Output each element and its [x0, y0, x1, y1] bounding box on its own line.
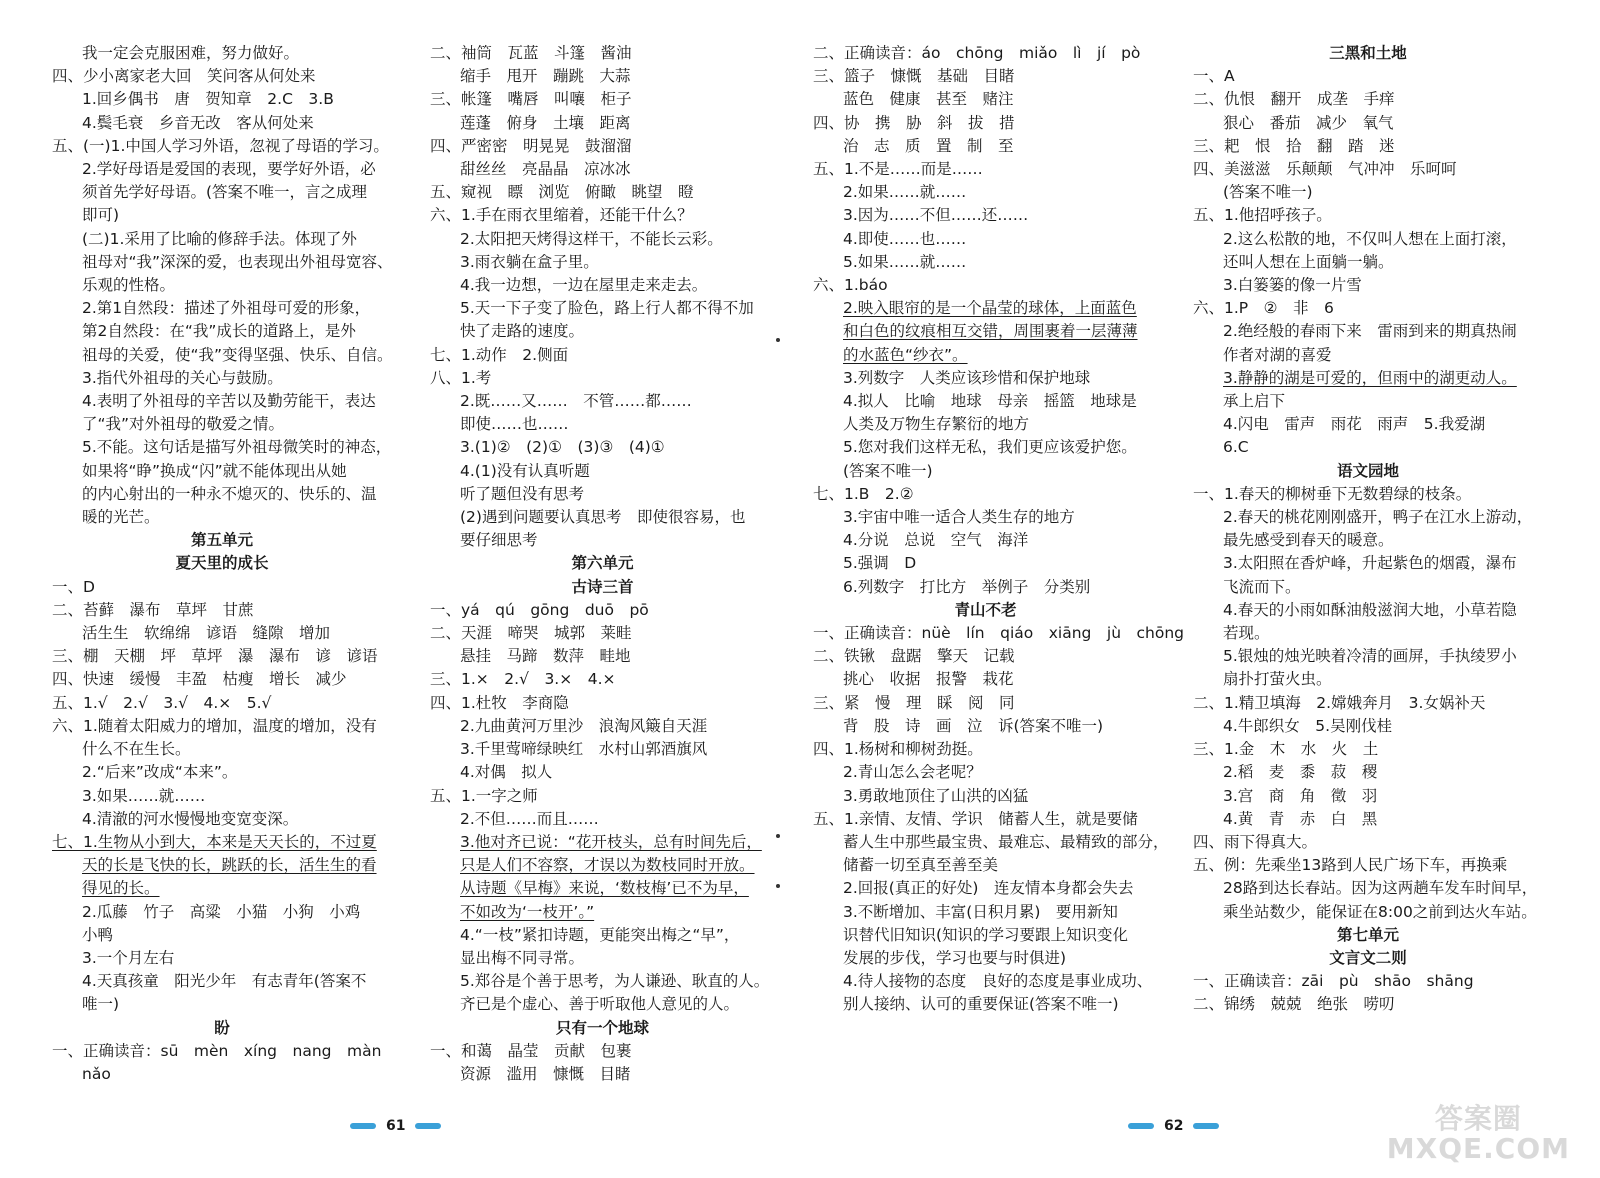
answer-column-4	[1193, 42, 1543, 1017]
answer-line: 一、正确读音：sū mèn xíng nang màn	[52, 1041, 382, 1060]
answer-line: 4.对偶 拟人	[460, 763, 553, 782]
answer-line: 5.您对我们这样无私，我们更应该爱护您。	[843, 438, 1137, 457]
answer-line: 五、(一)1.中国人学习外语，忽视了母语的学习。	[52, 136, 389, 155]
answer-line: 三、棚 天棚 坪 草坪 瀑 瀑布 谚 谚语	[52, 647, 378, 666]
wave-decoration-icon	[350, 1123, 376, 1129]
answer-line: 治 志 质 置 制 至	[843, 136, 1014, 155]
answer-line: 3.不断增加、丰富(日积月累) 要用新知	[843, 902, 1118, 921]
answer-line: 三、帐篷 嘴唇 叫嚷 柜子	[430, 90, 632, 109]
page-number-right	[1128, 1118, 1219, 1134]
answer-line: 七、1.生物从小到大，本来是天天长的，不过夏	[52, 832, 377, 851]
answer-line: 4.牛郎织女 5.吴刚伐桂	[1223, 716, 1393, 735]
answer-line: 三、耙 恨 拾 翻 踏 迷	[1193, 136, 1395, 155]
answer-line: 3.宫 商 角 徵 羽	[1223, 786, 1378, 805]
answer-line: 蓄人生中那些最宝贵、最难忘、最精致的部分，	[843, 832, 1169, 851]
answer-line: 3.一个月左右	[82, 948, 175, 967]
answer-line: 2.既……又…… 不管……都……	[460, 392, 692, 411]
answer-line: 四、快速 缓慢 丰盈 枯瘦 增长 减少	[52, 670, 347, 689]
answer-line: 蓝色 健康 甚至 赌注	[843, 90, 1014, 109]
answer-line: 什么不在生长。	[82, 740, 191, 759]
answer-line: 即使……也……	[460, 415, 569, 434]
answer-line: 齐已是个虚心、善于听取他人意见的人。	[460, 995, 740, 1014]
section-heading: 第七单元	[1336, 925, 1399, 944]
answer-line: 5.不能。这句话是描写外祖母微笑时的神态，	[82, 438, 392, 457]
answer-line: 六、1.báo	[813, 276, 888, 295]
answer-line: 3.列数字 人类应该珍惜和保护地球	[843, 368, 1091, 387]
answer-line: 3.太阳照在香炉峰，升起紫色的烟霞，瀑布	[1223, 554, 1517, 573]
answer-line: 4.(1)没有认真听题	[460, 461, 590, 480]
answer-line: 五、例：先乘坐13路到人民广场下车，再换乘	[1193, 856, 1508, 875]
wave-decoration-icon	[1128, 1123, 1154, 1129]
answer-line: 的水蓝色“纱衣”。	[843, 345, 968, 364]
answer-line: 二、天涯 啼哭 城郭 莱畦	[430, 624, 632, 643]
answer-line: 六、1.随着太阳威力的增加，温度的增加，没有	[52, 716, 377, 735]
section-heading: 文言文二则	[1329, 948, 1407, 967]
answer-line: 若现。	[1223, 624, 1270, 643]
section-heading: 第五单元	[190, 531, 253, 550]
watermark	[1387, 1104, 1570, 1164]
answer-line: 祖母的关爱，使“我”变得坚强、快乐、自信。	[82, 345, 393, 364]
answer-line: 4.天真孩童 阳光少年 有志青年(答案不	[82, 972, 367, 991]
answer-line: 四、1.杨树和柳树劲挺。	[813, 740, 983, 759]
answer-column-1	[52, 42, 392, 1086]
answer-line: 还叫人想在上面躺一躺。	[1223, 252, 1394, 271]
answer-line: 4.拟人 比喻 地球 母亲 摇篮 地球是	[843, 392, 1137, 411]
answer-line: 唯一)	[82, 995, 120, 1014]
answer-line: 3.千里莺啼绿映红 水村山郭酒旗风	[460, 740, 708, 759]
answer-line: 如果将“睁”换成“闪”就不能体现出从她	[82, 461, 347, 480]
answer-line: 2.第1自然段：描述了外祖母可爱的形象，	[82, 299, 371, 318]
section-heading: 只有一个地球	[555, 1018, 649, 1037]
answer-line: 3.雨衣躺在盒子里。	[460, 252, 599, 271]
answer-line: 4.即使……也……	[843, 229, 967, 248]
answer-line: 4.表明了外祖母的辛苦以及勤劳能干，表达	[82, 392, 376, 411]
answer-line: 二、袖筒 瓦蓝 斗篷 酱油	[430, 44, 632, 62]
answer-line: 3.他对齐已说：“花开枝头，总有时间先后，	[460, 832, 762, 851]
answer-line: 2.春天的桃花刚刚盛开，鸭子在江水上游动，	[1223, 508, 1533, 527]
answer-line: 八、1.考	[430, 368, 492, 387]
answer-line: 发展的步伐，学习也要与时俱进)	[843, 948, 1067, 967]
answer-line: 人类及万物生存繁衍的地方	[843, 415, 1030, 434]
answer-line: 祖母对“我”深深的爱，也表现出外祖母宽容、	[82, 252, 393, 271]
answer-line: 2.太阳把天烤得这样干，不能长云彩。	[460, 229, 723, 248]
answer-line: 二、铁锹 盘踞 擎天 记载	[813, 647, 1015, 666]
answer-line: 悬挂 马蹄 数萍 畦地	[460, 647, 631, 666]
margin-dot	[776, 884, 780, 888]
answer-line: 七、1.动作 2.侧面	[430, 345, 569, 364]
answer-line: 别人接纳、认可的重要保证(答案不唯一)	[843, 995, 1119, 1014]
answer-line: 一、正确读音：nüè lín qiáo xiāng jù chōng	[813, 624, 1185, 643]
answer-line: 最先感受到春天的暖意。	[1223, 531, 1394, 550]
answer-line: 储蓄一切至真至善至美	[843, 856, 999, 875]
answer-line: 3.(1)② (2)① (3)③ (4)①	[460, 438, 665, 457]
answer-line: 5.天一下子变了脸色，路上行人都不得不加	[460, 299, 754, 318]
answer-line: 三、紧 慢 理 睬 阅 同	[813, 693, 1015, 712]
answer-line: 一、1.春天的柳树垂下无数碧绿的枝条。	[1193, 484, 1472, 503]
answer-line: 2.回报(真正的好处) 连友情本身都会失去	[843, 879, 1134, 898]
answer-line: 暖的光芒。	[82, 508, 160, 527]
answer-line: 扇扑打萤火虫。	[1223, 670, 1332, 689]
answer-line: 五、1.他招呼孩子。	[1193, 206, 1332, 225]
answer-line: 六、1.手在雨衣里缩着，还能干什么？	[430, 206, 693, 225]
answer-line: (二)1.采用了比喻的修辞手法。体现了外	[82, 229, 357, 248]
section-heading: 第六单元	[571, 554, 634, 573]
answer-line: 要仔细思考	[460, 531, 538, 550]
answer-line: 天的长是飞快的长，跳跃的长，活生生的看	[82, 856, 377, 875]
answer-column-2	[430, 42, 775, 1086]
answer-line: (答案不唯一)	[843, 461, 933, 480]
answer-line: 3.因为……不但……还……	[843, 206, 1029, 225]
answer-line: 二、1.精卫填海 2.嫦娥奔月 3.女娲补天	[1193, 693, 1486, 712]
answer-line: 4.清澈的河水慢慢地变宽变深。	[82, 809, 299, 828]
answer-line: 二、锦绣 兢兢 绝张 唠叨	[1193, 995, 1395, 1014]
watermark-url: MXQE.COM	[1386, 1132, 1570, 1165]
answer-line: 三、1.金 木 水 火 土	[1193, 740, 1379, 759]
answer-line: 从诗题《早梅》来说，‘数枝梅’已不为早，	[460, 879, 749, 898]
answer-line: 五、1.亲情、友情、学识 储蓄人生，就是要储	[813, 809, 1138, 828]
answer-line: 2.这么松散的地，不仅叫人想在上面打滚，	[1223, 229, 1517, 248]
answer-line: 一、D	[52, 577, 95, 596]
answer-line: 一、正确读音：zāi pù shāo shāng	[1193, 972, 1474, 991]
answer-line: 4.鬓毛衰 乡音无改 客从何处来	[82, 113, 314, 132]
answer-line: 资源 滥用 慷慨 目睹	[460, 1064, 631, 1083]
section-heading: 语文园地	[1336, 461, 1399, 480]
answer-line: 和白色的纹痕相互交错，周围裹着一层薄薄	[843, 322, 1138, 341]
answer-line: 2.“后来”改成“本来”。	[82, 763, 238, 782]
answer-line: nǎo	[82, 1064, 111, 1083]
answer-line: 4.春天的小雨如酥油般滋润大地，小草若隐	[1223, 600, 1517, 619]
answer-line: 4.闪电 雷声 雨花 雨声 5.我爱湖	[1223, 415, 1486, 434]
answer-line: 4.分说 总说 空气 海洋	[843, 531, 1029, 550]
section-heading: 古诗三首	[571, 577, 634, 596]
margin-dot	[776, 338, 780, 342]
answer-line: 四、美滋滋 乐颠颠 气冲冲 乐呵呵	[1193, 160, 1457, 179]
answer-line: 显出梅不同寻常。	[460, 948, 585, 967]
answer-line: 飞流而下。	[1223, 577, 1301, 596]
answer-line: 5.银烛的烛光映着冷清的画屏，手执绫罗小	[1223, 647, 1517, 666]
answer-line: 28路到达长春站。因为这两趟车发车时间早，	[1223, 879, 1538, 898]
answer-line: 5.郑谷是个善于思考，为人谦逊、耿直的人。	[460, 972, 770, 991]
answer-line: (2)遇到问题要认真思考 即使很容易，也	[460, 508, 746, 527]
answer-line: 四、少小离家老大回 笑问客从何处来	[52, 67, 316, 86]
answer-line: 挑心 收据 报警 栽花	[843, 670, 1014, 689]
answer-line: 4.待人接物的态度 良好的态度是事业成功、	[843, 972, 1153, 991]
answer-line: 小鸭	[82, 925, 114, 944]
answer-line: 2.不但……而且……	[460, 809, 599, 828]
margin-dot	[776, 834, 780, 838]
answer-line: 5.强调 D	[843, 554, 917, 573]
answer-line: 4.我一边想，一边在屋里走来走去。	[460, 276, 708, 295]
answer-line: 3.静静的湖是可爱的，但雨中的湖更动人。	[1223, 368, 1517, 387]
answer-line: 三、1.× 2.√ 3.× 4.×	[430, 670, 616, 689]
answer-line: 二、正确读音：áo chōng miǎo lì jí pò	[813, 44, 1141, 62]
answer-line: 2.稻 麦 黍 菽 稷	[1223, 763, 1378, 782]
page-number-text: 61	[386, 1118, 406, 1134]
answer-line: 缩手 甩开 蹦跳 大蒜	[460, 67, 631, 86]
answer-line: 2.青山怎么会老呢？	[843, 763, 982, 782]
answer-line: 得见的长。	[82, 879, 160, 898]
answer-line: 五、窥视 瞟 浏览 俯瞰 眺望 瞪	[430, 183, 694, 202]
answer-line: 乐观的性格。	[82, 276, 176, 295]
watermark-title: 答案圈	[1434, 1102, 1522, 1135]
answer-line: 的内心射出的一种永不熄灭的、快乐的、温	[82, 484, 377, 503]
answer-line: 六、1.P ② 非 6	[1193, 299, 1334, 318]
answer-line: 第2自然段：在“我”成长的道路上，是外	[82, 322, 356, 341]
answer-line: 2.瓜藤 竹子 高粱 小猫 小狗 小鸡	[82, 902, 361, 921]
answer-line: 2.九曲黄河万里沙 浪淘风簸自天涯	[460, 716, 708, 735]
answer-line: 一、yá qú gōng duō pō	[430, 600, 649, 619]
answer-line: 四、严密密 明晃晃 鼓溜溜	[430, 136, 632, 155]
answer-line: 四、雨下得真大。	[1193, 832, 1318, 851]
page-number-text: 62	[1164, 1118, 1184, 1134]
answer-line: 6.列数字 打比方 举例子 分类别	[843, 577, 1091, 596]
answer-line: 2.绝经般的春雨下来 雷雨到来的期真热闹	[1223, 322, 1517, 341]
answer-line: 了“我”对外祖母的敬爱之情。	[82, 415, 285, 434]
answer-line: 须首先学好母语。(答案不唯一，言之成理	[82, 183, 368, 202]
section-heading: 夏天里的成长	[175, 554, 269, 573]
page-number-left	[350, 1118, 441, 1134]
answer-line: 快了走路的速度。	[460, 322, 585, 341]
section-heading: 盼	[214, 1018, 230, 1037]
answer-line: 甜丝丝 亮晶晶 凉冰冰	[460, 160, 631, 179]
answer-line: (答案不唯一)	[1223, 183, 1313, 202]
answer-line: 3.指代外祖母的关心与鼓励。	[82, 368, 283, 387]
answer-line: 五、1.√ 2.√ 3.√ 4.× 5.√	[52, 693, 272, 712]
answer-line: 四、1.杜牧 李商隐	[430, 693, 569, 712]
answer-line: 3.白篓篓的像一片雪	[1223, 276, 1362, 295]
answer-line: 一、A	[1193, 67, 1235, 86]
answer-line: 1.回乡偶书 唐 贺知章 2.C 3.B	[82, 90, 334, 109]
answer-line: 2.映入眼帘的是一个晶莹的球体，上面蓝色	[843, 299, 1137, 318]
answer-line: 3.如果……就……	[82, 786, 206, 805]
wave-decoration-icon	[415, 1123, 441, 1129]
answer-line: 3.勇敢地顶住了山洪的凶猛	[843, 786, 1029, 805]
answer-line: 二、苔藓 瀑布 草坪 甘蔗	[52, 600, 254, 619]
answer-line: 6.C	[1223, 438, 1249, 457]
answer-line: 乘坐站数少，能保证在8:00之前到达火车站。	[1223, 902, 1537, 921]
answer-line: 只是人们不容察，才误以为数枝同时开放。	[460, 856, 755, 875]
answer-line: 2.如果……就……	[843, 183, 967, 202]
answer-line: 2.学好母语是爱国的表现，要学好外语，必	[82, 160, 376, 179]
answer-line: 背 股 诗 画 泣 诉(答案不唯一)	[843, 716, 1104, 735]
answer-line: 二、仇恨 翻开 成垄 手痒	[1193, 90, 1395, 109]
answer-line: 4.“一枝”紧扣诗题，更能突出梅之“早”，	[460, 925, 740, 944]
answer-line: 七、1.B 2.②	[813, 484, 914, 503]
answer-line: 我一定会克服困难，努力做好。	[82, 44, 300, 62]
answer-line: 3.宇宙中唯一适合人类生存的地方	[843, 508, 1075, 527]
answer-column-3	[813, 42, 1185, 1017]
answer-line: 活生生 软绵绵 谚语 缝隙 增加	[82, 624, 331, 643]
answer-line: 识替代旧知识(知识的学习要跟上知识变化	[843, 925, 1129, 944]
answer-line: 作者对湖的喜爱	[1223, 345, 1332, 364]
answer-line: 四、协 携 胁 斜 拔 措	[813, 113, 1015, 132]
answer-line: 不如改为‘一枝开’。”	[460, 902, 595, 921]
answer-line: 5.如果……就……	[843, 252, 967, 271]
answer-line: 莲蓬 俯身 土壤 距离	[460, 113, 631, 132]
answer-line: 狠心 番茄 减少 氧气	[1223, 113, 1394, 132]
answer-line: 五、1.不是……而是……	[813, 160, 983, 179]
wave-decoration-icon	[1193, 1123, 1219, 1129]
answer-line: 三、篮子 慷慨 基础 目睹	[813, 67, 1015, 86]
answer-line: 听了题但没有思考	[460, 484, 585, 503]
answer-line: 一、和蔼 晶莹 贡献 包裹	[430, 1041, 632, 1060]
section-heading: 三黑和土地	[1329, 44, 1407, 62]
answer-line: 即可)	[82, 206, 120, 225]
answer-line: 五、1.一字之师	[430, 786, 538, 805]
answer-line: 4.黄 青 赤 白 黑	[1223, 809, 1378, 828]
answer-line: 承上启下	[1223, 392, 1286, 411]
section-heading: 青山不老	[954, 600, 1017, 619]
